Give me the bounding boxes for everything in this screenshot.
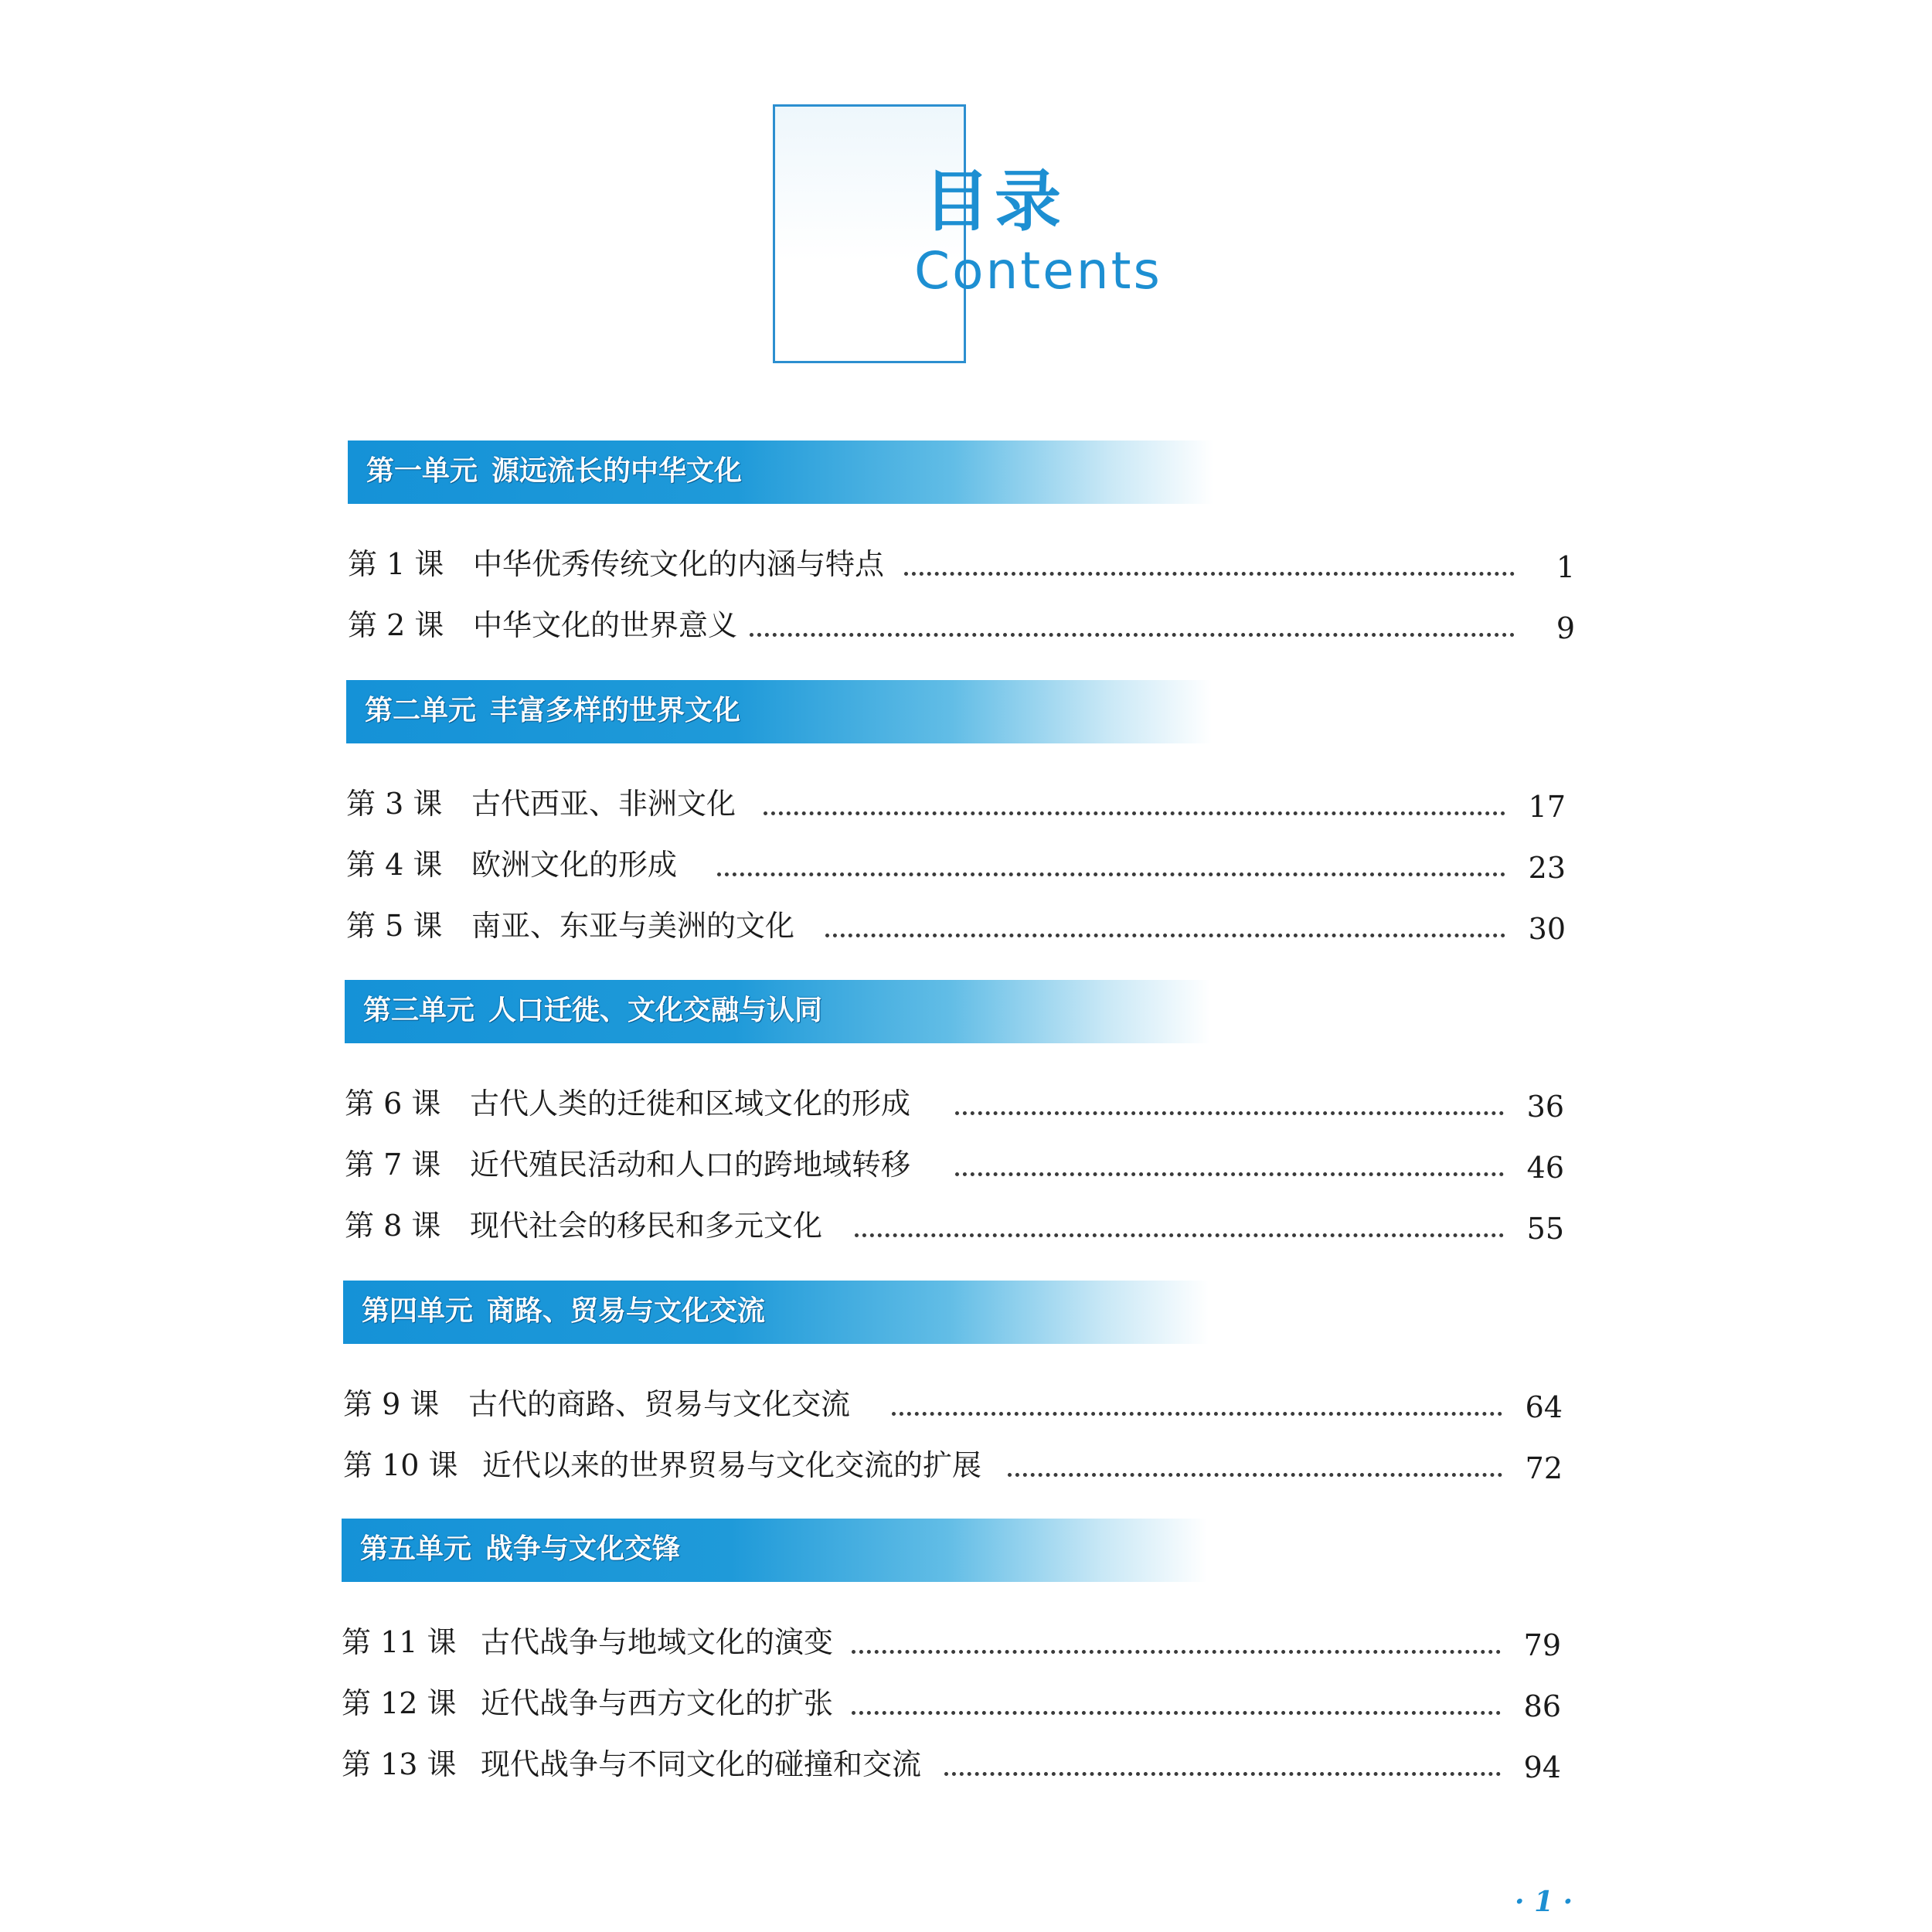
lesson-number: 第 5 课 <box>346 909 443 943</box>
unit-title: 商路、贸易与文化交流 <box>487 1295 766 1327</box>
lesson-page: 23 <box>1528 851 1566 885</box>
dot-leader <box>750 628 1515 637</box>
lesson-title: 中华文化的世界意义 <box>473 608 738 642</box>
toc-entry[interactable] <box>345 1143 1581 1186</box>
lesson-page: 72 <box>1525 1451 1563 1485</box>
lesson-number: 第 3 课 <box>346 787 443 821</box>
lesson-page: 30 <box>1528 912 1566 946</box>
unit-heading <box>363 994 822 1028</box>
unit-title: 战争与文化交锋 <box>485 1533 681 1565</box>
lesson-page: 1 <box>1556 550 1575 584</box>
unit-title: 人口迁徙、文化交融与认同 <box>488 995 823 1026</box>
lesson-title: 古代人类的迁徙和区域文化的形成 <box>470 1087 911 1121</box>
unit-banner-5[interactable] <box>342 1519 1207 1582</box>
toc-entry[interactable] <box>342 1743 1578 1786</box>
unit-title: 源远流长的中华文化 <box>492 455 743 487</box>
lesson-number: 第 6 课 <box>345 1087 441 1121</box>
unit-banner-2[interactable] <box>346 680 1212 743</box>
lesson-number: 第 2 课 <box>348 608 444 642</box>
unit-banner-4[interactable] <box>343 1281 1209 1344</box>
dot-leader <box>855 1229 1504 1237</box>
toc-entry[interactable] <box>346 904 1583 947</box>
lesson-number: 第 13 课 <box>342 1747 457 1781</box>
unit-heading <box>366 454 742 488</box>
unit-title: 丰富多样的世界文化 <box>490 695 741 726</box>
dot-leader <box>1008 1468 1502 1477</box>
toc-entry[interactable] <box>348 604 1584 647</box>
page-title: 目录 <box>923 163 1066 240</box>
lesson-title: 古代的商路、贸易与文化交流 <box>468 1387 851 1421</box>
lesson-page: 55 <box>1526 1212 1564 1246</box>
lesson-number: 第 12 课 <box>342 1686 457 1720</box>
unit-heading <box>365 694 740 728</box>
lesson-title: 欧洲文化的形成 <box>471 848 678 882</box>
lesson-title: 现代社会的移民和多元文化 <box>470 1209 823 1243</box>
dot-leader <box>717 868 1505 876</box>
toc-entry[interactable] <box>342 1621 1578 1664</box>
lesson-title: 现代战争与不同文化的碰撞和交流 <box>481 1747 922 1781</box>
lesson-page: 17 <box>1528 790 1566 824</box>
dot-leader <box>955 1107 1504 1115</box>
lesson-page: 64 <box>1525 1390 1563 1424</box>
dot-leader <box>944 1767 1501 1776</box>
dot-leader <box>955 1168 1504 1176</box>
unit-label: 第五单元 <box>360 1533 472 1565</box>
toc-entry[interactable] <box>345 1082 1581 1125</box>
lesson-number: 第 8 课 <box>345 1209 441 1243</box>
dot-leader <box>852 1706 1501 1715</box>
unit-banner-1[interactable] <box>348 440 1213 504</box>
unit-label: 第二单元 <box>365 695 477 726</box>
unit-heading <box>362 1294 765 1328</box>
lesson-title: 中华优秀传统文化的内涵与特点 <box>473 547 885 581</box>
lesson-page: 86 <box>1523 1689 1561 1723</box>
lesson-page: 46 <box>1526 1151 1564 1185</box>
lesson-title: 南亚、东亚与美洲的文化 <box>471 909 795 943</box>
toc-entry[interactable] <box>342 1682 1578 1725</box>
unit-label: 第三单元 <box>363 995 475 1026</box>
toc-entry[interactable] <box>345 1204 1581 1247</box>
lesson-number: 第 4 课 <box>346 848 443 882</box>
lesson-title: 近代以来的世界贸易与文化交流的扩展 <box>482 1448 982 1482</box>
lesson-number: 第 1 课 <box>348 547 444 581</box>
toc-entry[interactable] <box>343 1383 1580 1426</box>
toc-entry[interactable] <box>346 782 1583 825</box>
dot-leader <box>904 567 1515 576</box>
lesson-title: 古代战争与地域文化的演变 <box>481 1625 834 1659</box>
dot-leader <box>892 1407 1502 1416</box>
lesson-number: 第 7 课 <box>345 1148 441 1182</box>
lesson-number: 第 11 课 <box>342 1625 457 1659</box>
dot-leader <box>852 1645 1501 1654</box>
lesson-number: 第 10 课 <box>343 1448 458 1482</box>
unit-label: 第四单元 <box>362 1295 474 1327</box>
lesson-page: 79 <box>1523 1628 1561 1662</box>
toc-entry[interactable] <box>348 543 1584 586</box>
dot-leader <box>825 929 1505 937</box>
lesson-number: 第 9 课 <box>343 1387 440 1421</box>
lesson-title: 古代西亚、非洲文化 <box>471 787 736 821</box>
toc-entry[interactable] <box>343 1444 1580 1487</box>
unit-label: 第一单元 <box>366 455 478 487</box>
page-number: · 1 · <box>1515 1886 1573 1918</box>
page-subtitle: Contents <box>914 241 1162 301</box>
lesson-page: 36 <box>1526 1090 1564 1124</box>
unit-banner-3[interactable] <box>345 980 1210 1043</box>
lesson-title: 近代殖民活动和人口的跨地域转移 <box>470 1148 911 1182</box>
lesson-page: 9 <box>1556 611 1575 645</box>
toc-entry[interactable] <box>346 843 1583 886</box>
lesson-title: 近代战争与西方文化的扩张 <box>481 1686 834 1720</box>
lesson-page: 94 <box>1523 1750 1561 1784</box>
dot-leader <box>764 807 1505 815</box>
unit-heading <box>360 1532 680 1566</box>
